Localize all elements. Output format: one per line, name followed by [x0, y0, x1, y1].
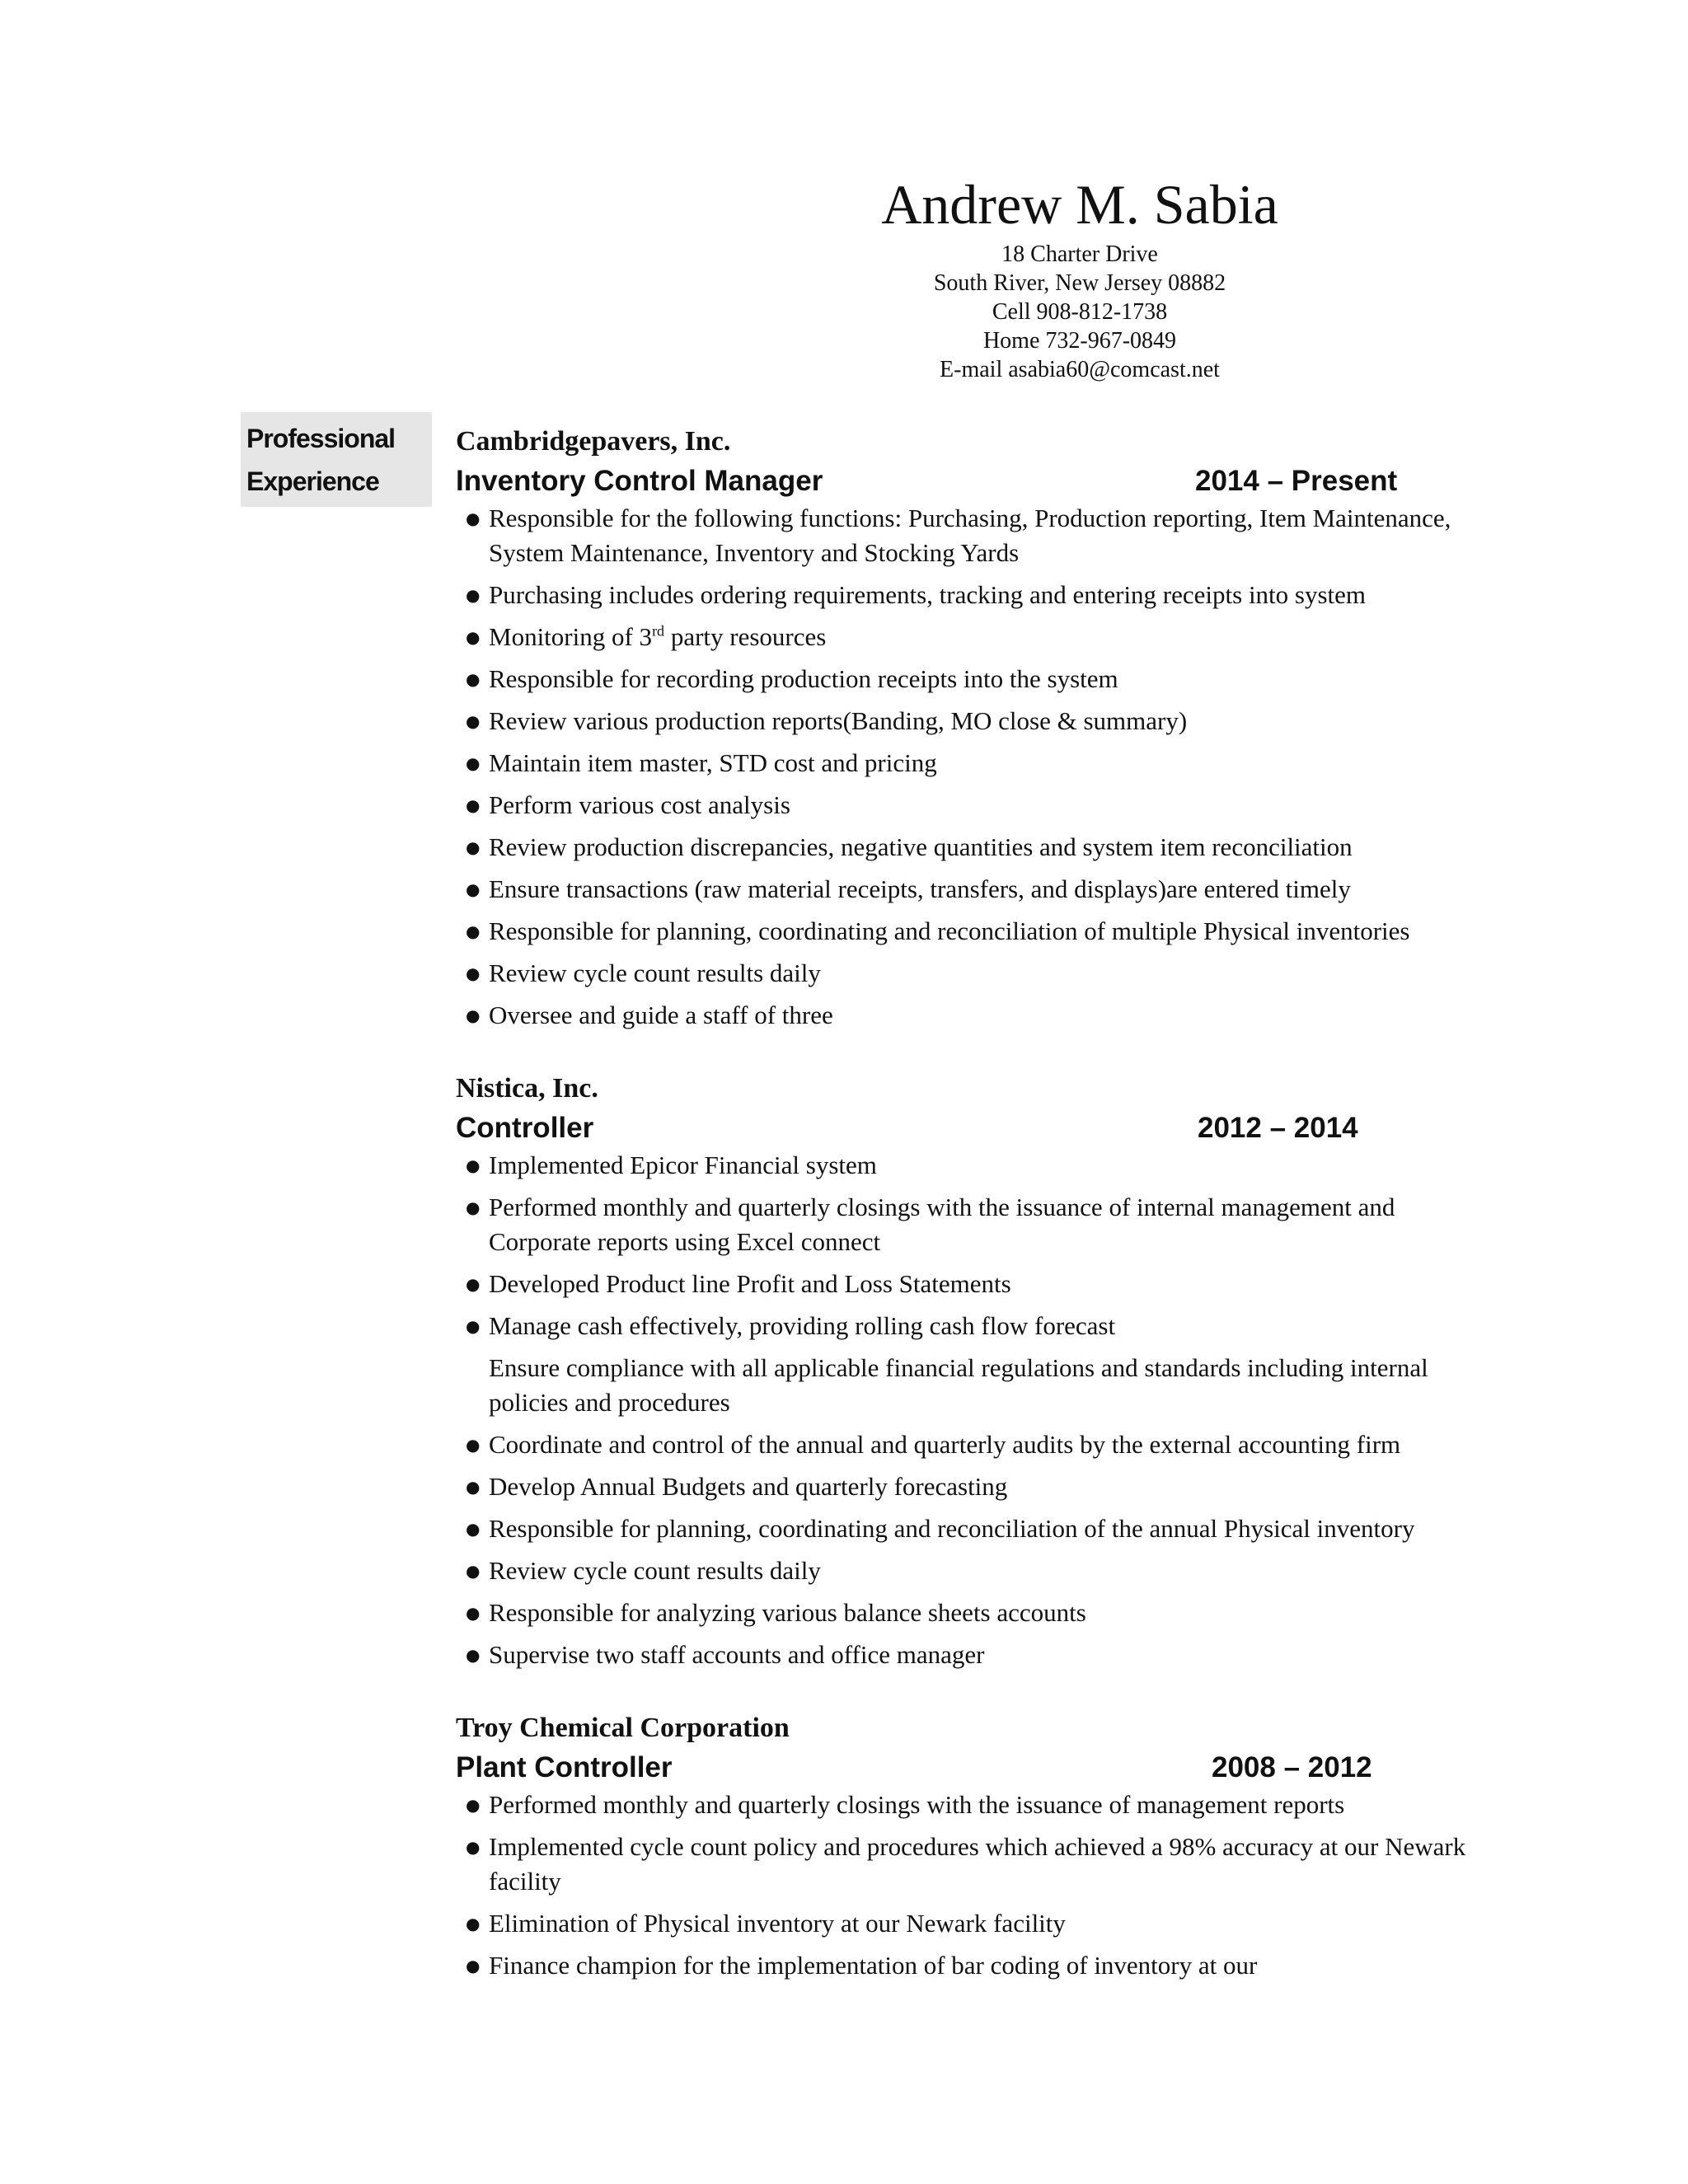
- list-item: ● Review cycle count results daily: [456, 956, 1494, 991]
- list-item: ● Performed monthly and quarterly closings with the issuance of management reports: [456, 1788, 1494, 1822]
- section-label-line-1: Professional: [246, 424, 396, 453]
- job-bullets: [456, 501, 1494, 1033]
- list-item: ● Manage cash effectively, providing rolling cash flow forecast: [456, 1309, 1494, 1343]
- job-entry: [456, 1708, 1494, 1983]
- candidate-name: Andrew M. Sabia: [881, 173, 1278, 236]
- list-item: ● Purchasing includes ordering requirements, tracking and entering receipts into system: [456, 578, 1494, 612]
- list-item: ● Implemented Epicor Financial system: [456, 1148, 1494, 1183]
- list-item: ● Developed Product line Profit and Loss Statements: [456, 1267, 1494, 1301]
- list-item: ● Maintain item master, STD cost and pricing: [456, 746, 1494, 780]
- list-item: [456, 620, 1494, 654]
- list-item: ● Coordinate and control of the annual and quarterly audits by the external accounting firm: [456, 1427, 1494, 1462]
- bullet-text: Monitoring of 3: [489, 622, 653, 651]
- list-item: ● Review production discrepancies, negative quantities and system item reconciliation: [456, 830, 1494, 865]
- job-title: Plant Controller: [456, 1751, 673, 1783]
- section-label-line-2: Experience: [246, 466, 379, 496]
- company-name: Nistica, Inc.: [456, 1073, 598, 1104]
- cell-phone: Cell 908-812-1738: [992, 299, 1168, 325]
- job-title: Inventory Control Manager: [456, 465, 823, 497]
- list-item: ● Responsible for the following functions: Purchasing, Production reporting, Item Maintenance, System Maintenance, Inventory and Stocking Yards: [456, 501, 1494, 570]
- list-item: ● Responsible for planning, coordinating and reconciliation of multiple Physical inventories: [456, 914, 1494, 949]
- job-bullets: [456, 1788, 1494, 1983]
- job-dates: 2008 – 2012: [1212, 1751, 1372, 1783]
- list-item: ● Ensure transactions (raw material receipts, transfers, and displays)are entered timely: [456, 872, 1494, 907]
- list-item: ● Elimination of Physical inventory at our Newark facility: [456, 1906, 1494, 1941]
- role-row: [456, 462, 1494, 501]
- list-item: ● Develop Annual Budgets and quarterly forecasting: [456, 1469, 1494, 1504]
- resume-header: [824, 169, 1335, 384]
- role-row: [456, 1108, 1494, 1148]
- list-item: ● Supervise two staff accounts and office manager: [456, 1638, 1494, 1672]
- job-bullets: [456, 1148, 1494, 1672]
- bullet-text-rest: party resources: [664, 622, 827, 651]
- address-line-2: South River, New Jersey 08882: [933, 270, 1226, 296]
- role-row: [456, 1748, 1494, 1788]
- company-name: Troy Chemical Corporation: [456, 1713, 790, 1743]
- list-item: ● Responsible for planning, coordinating and reconciliation of the annual Physical inventory: [456, 1511, 1494, 1546]
- list-item: ● Perform various cost analysis: [456, 788, 1494, 823]
- email-address: E-mail asabia60@comcast.net: [940, 357, 1220, 382]
- list-item: ● Oversee and guide a staff of three: [456, 998, 1494, 1033]
- home-phone: Home 732-967-0849: [982, 328, 1177, 354]
- list-item: ● Finance champion for the implementation of bar coding of inventory at our: [456, 1948, 1494, 1983]
- job-title: Controller: [456, 1112, 594, 1144]
- list-item: ● Implemented cycle count policy and procedures which achieved a 98% accuracy at our Newark facility: [456, 1830, 1494, 1899]
- list-item: ● Review cycle count results daily: [456, 1554, 1494, 1588]
- list-item: ● Review various production reports(Banding, MO close & summary): [456, 704, 1494, 738]
- job-entry: [456, 422, 1494, 1033]
- ordinal-suffix: rd: [652, 622, 665, 640]
- section-label-professional-experience: [241, 412, 432, 507]
- job-dates: 2012 – 2014: [1198, 1112, 1358, 1144]
- list-item: ● Performed monthly and quarterly closings with the issuance of internal management and Corporate reports using Excel connect: [456, 1190, 1494, 1259]
- list-item: Ensure compliance with all applicable financial regulations and standards including internal policies and procedures: [489, 1353, 1428, 1417]
- address-line-1: 18 Charter Drive: [1001, 241, 1158, 267]
- list-item: ● Responsible for recording production receipts into the system: [456, 662, 1494, 696]
- experience-list: [456, 422, 1494, 2019]
- company-name: Cambridgepavers, Inc.: [456, 426, 731, 457]
- job-dates: 2014 – Present: [1195, 465, 1398, 497]
- list-item: ● Responsible for analyzing various balance sheets accounts: [456, 1596, 1494, 1630]
- job-entry: [456, 1069, 1494, 1672]
